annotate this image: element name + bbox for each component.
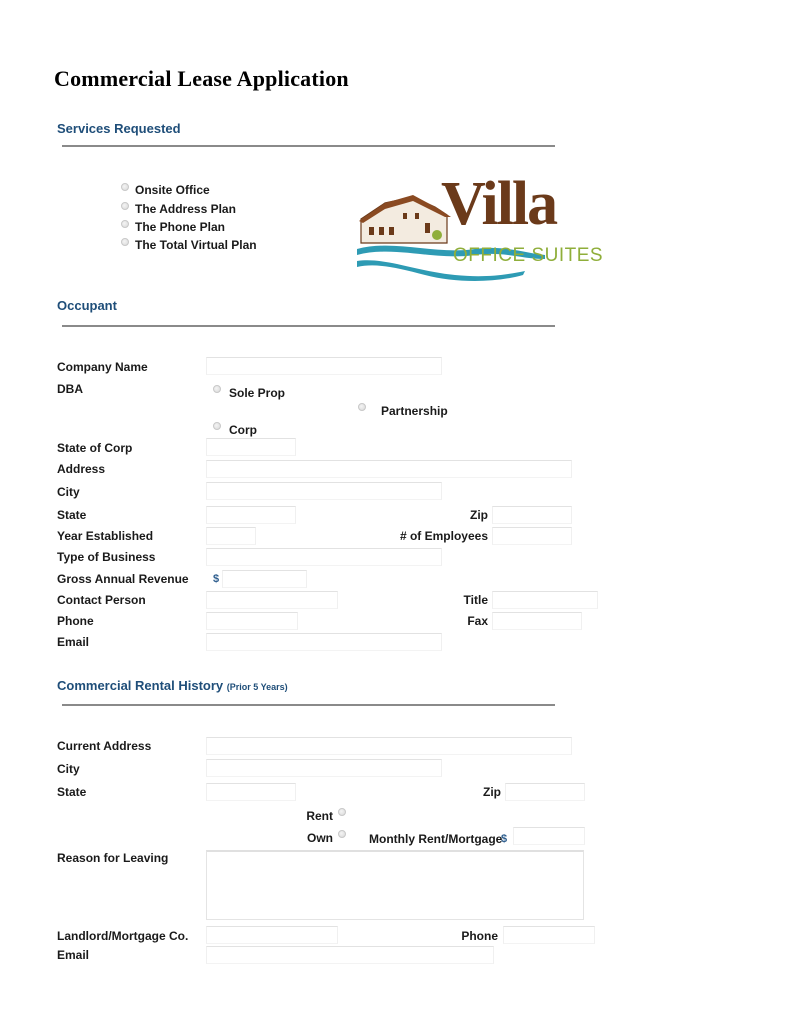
state-of-corp-input[interactable] (206, 438, 296, 456)
landlord-phone-label: Phone (461, 929, 498, 943)
city-input[interactable] (206, 482, 442, 500)
city-label: City (57, 485, 80, 499)
rent-option[interactable] (300, 808, 350, 822)
gross-revenue-label: Gross Annual Revenue (57, 572, 189, 586)
email-input[interactable] (206, 633, 442, 651)
page-title: Commercial Lease Application (54, 66, 349, 91)
rent-radio-button[interactable] (338, 808, 346, 816)
landlord-input[interactable] (206, 926, 338, 944)
radio-button[interactable] (121, 238, 129, 246)
option-label: The Phone Plan (135, 220, 226, 234)
zip-input[interactable] (492, 506, 572, 524)
phone-label: Phone (57, 614, 94, 628)
rental-city-label: City (57, 762, 80, 776)
year-established-input[interactable] (206, 527, 256, 545)
dollar-sign: $ (501, 833, 508, 845)
landlord-email-input[interactable] (206, 946, 494, 964)
landlord-label: Landlord/Mortgage Co. (57, 929, 189, 943)
own-radio-button[interactable] (338, 830, 346, 838)
gross-revenue-input[interactable] (222, 570, 307, 588)
year-established-label: Year Established (57, 529, 154, 543)
fax-label: Fax (467, 614, 488, 628)
option-label: The Address Plan (135, 202, 236, 216)
section-heading-occupant: Occupant (57, 298, 117, 313)
fax-input[interactable] (492, 612, 582, 630)
radio-button[interactable] (213, 385, 221, 393)
dollar-sign: $ (213, 573, 220, 585)
villa-office-suites-logo (355, 170, 604, 283)
employees-label: # of Employees (399, 529, 488, 543)
rental-state-label: State (57, 785, 87, 799)
section-heading-services: Services Requested (57, 121, 181, 136)
company-name-label: Company Name (57, 360, 148, 374)
radio-button[interactable] (213, 422, 221, 430)
state-of-corp-label: State of Corp (57, 441, 133, 455)
option-label: Sole Prop (229, 386, 286, 400)
landlord-email-label: Email (57, 948, 90, 962)
title-label: Title (463, 593, 488, 607)
contact-person-label: Contact Person (57, 593, 146, 607)
type-of-business-input[interactable] (206, 548, 442, 566)
employees-input[interactable] (492, 527, 572, 545)
option-label: Corp (229, 423, 257, 437)
contact-person-input[interactable] (206, 591, 338, 609)
option-label: Partnership (381, 404, 448, 418)
title-input[interactable] (492, 591, 598, 609)
type-of-business-label: Type of Business (57, 550, 156, 564)
logo-wordmark: Villa (441, 170, 557, 238)
own-option[interactable] (300, 830, 350, 844)
section-divider (62, 704, 555, 706)
phone-input[interactable] (206, 612, 298, 630)
company-name-input[interactable] (206, 357, 442, 375)
rental-zip-input[interactable] (505, 783, 585, 801)
option-label: Onsite Office (135, 183, 210, 197)
radio-button[interactable] (358, 403, 366, 411)
monthly-rent-label: Monthly Rent/Mortgage (369, 832, 503, 846)
section-divider (62, 325, 555, 327)
current-address-input[interactable] (206, 737, 572, 755)
dba-label: DBA (57, 382, 83, 396)
current-address-label: Current Address (57, 739, 152, 753)
rental-city-input[interactable] (206, 759, 442, 777)
rent-label: Rent (306, 809, 333, 823)
rental-history-subtitle: (Prior 5 Years) (226, 682, 288, 692)
radio-button[interactable] (121, 220, 129, 228)
section-heading-rental-history (57, 678, 288, 693)
radio-button[interactable] (121, 183, 129, 191)
address-input[interactable] (206, 460, 572, 478)
section-divider (62, 145, 555, 147)
email-label: Email (57, 635, 90, 649)
state-label: State (57, 508, 87, 522)
rental-zip-label: Zip (483, 785, 501, 799)
logo-tagline: OFFICE SUITES (453, 245, 604, 266)
landlord-phone-input[interactable] (503, 926, 595, 944)
radio-button[interactable] (121, 202, 129, 210)
zip-label: Zip (470, 508, 488, 522)
own-label: Own (307, 831, 333, 845)
rental-state-input[interactable] (206, 783, 296, 801)
reason-for-leaving-textarea[interactable] (206, 850, 584, 920)
address-label: Address (57, 462, 106, 476)
rental-history-title: Commercial Rental History (57, 678, 224, 693)
state-input[interactable] (206, 506, 296, 524)
monthly-rent-input[interactable] (513, 827, 585, 845)
option-label: The Total Virtual Plan (135, 238, 257, 252)
reason-for-leaving-label: Reason for Leaving (57, 851, 169, 865)
